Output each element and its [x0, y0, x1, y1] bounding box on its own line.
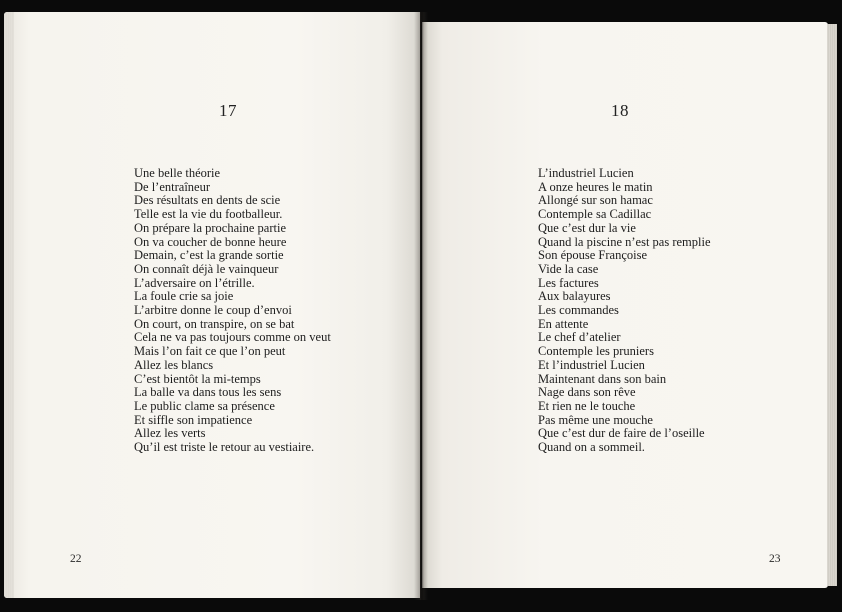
- poem-line: Et l’industriel Lucien: [538, 357, 645, 372]
- poem-line: La foule crie sa joie: [134, 289, 234, 304]
- poem-line: C’est bientôt la mi-temps: [134, 371, 261, 386]
- poem-line: On prépare la prochaine partie: [134, 220, 287, 235]
- poem-line: L’industriel Lucien: [538, 166, 634, 180]
- poem-line: Pas même une mouche: [538, 412, 653, 427]
- poem-line: La balle va dans tous les sens: [134, 385, 282, 400]
- right-chapter-number: 18: [611, 101, 629, 120]
- poem-line: En attente: [538, 316, 589, 331]
- poem-line: Contemple les pruniers: [538, 344, 654, 359]
- poem-line: Contemple sa Cadillac: [538, 207, 652, 222]
- poem-line: Les factures: [538, 275, 599, 290]
- poem-line: Les commandes: [538, 303, 619, 318]
- poem-line: Et rien ne le touche: [538, 398, 636, 413]
- poem-line: De l’entraîneur: [134, 179, 211, 194]
- poem-line: Son épouse Françoise: [538, 248, 648, 263]
- right-page-number: 23: [769, 553, 781, 565]
- poem-line: Allez les verts: [134, 426, 206, 441]
- poem-line: A onze heures le matin: [538, 179, 653, 194]
- poem-line: Et siffle son impatience: [134, 412, 253, 427]
- poem-line: Qu’il est triste le retour au vestiaire.: [134, 440, 315, 455]
- poem-line: Nage dans son rêve: [538, 385, 636, 400]
- poem-line: Des résultats en dents de scie: [134, 193, 281, 208]
- poem-line: Quand on a sommeil.: [538, 440, 645, 455]
- poem-line: Allez les blancs: [134, 357, 214, 372]
- poem-line: Maintenant dans son bain: [538, 371, 667, 386]
- poem-line: Telle est la vie du footballeur.: [134, 207, 283, 222]
- poem-line: Que c’est dur la vie: [538, 220, 636, 235]
- poem-line: On connaît déjà le vainqueur: [134, 261, 279, 276]
- poem-line: Demain, c’est la grande sortie: [134, 248, 284, 263]
- poem-line: Que c’est dur de faire de l’oseille: [538, 426, 705, 441]
- poem-line: Aux balayures: [538, 289, 611, 304]
- poem-line: Une belle théorie: [134, 166, 221, 180]
- poem-line: On va coucher de bonne heure: [134, 234, 287, 249]
- poem-line: Le chef d’atelier: [538, 330, 621, 345]
- poem-line: L’arbitre donne le coup d’envoi: [134, 303, 292, 318]
- left-poem: [134, 167, 331, 455]
- poem-line: L’adversaire on l’étrille.: [134, 275, 255, 290]
- right-poem: [538, 167, 711, 455]
- poem-line: Allongé sur son hamac: [538, 193, 653, 208]
- left-page-number: 22: [70, 553, 82, 565]
- poem-line: Quand la piscine n’est pas remplie: [538, 234, 711, 249]
- book-gutter: [414, 12, 428, 600]
- left-chapter-number: 17: [219, 101, 237, 120]
- page-edges: [827, 24, 837, 586]
- poem-line: Mais l’on fait ce que l’on peut: [134, 344, 286, 359]
- poem-line: Cela ne va pas toujours comme on veut: [134, 330, 331, 345]
- poem-line: On court, on transpire, on se bat: [134, 316, 295, 331]
- poem-line: Vide la case: [538, 261, 599, 276]
- poem-line: Le public clame sa présence: [134, 398, 275, 413]
